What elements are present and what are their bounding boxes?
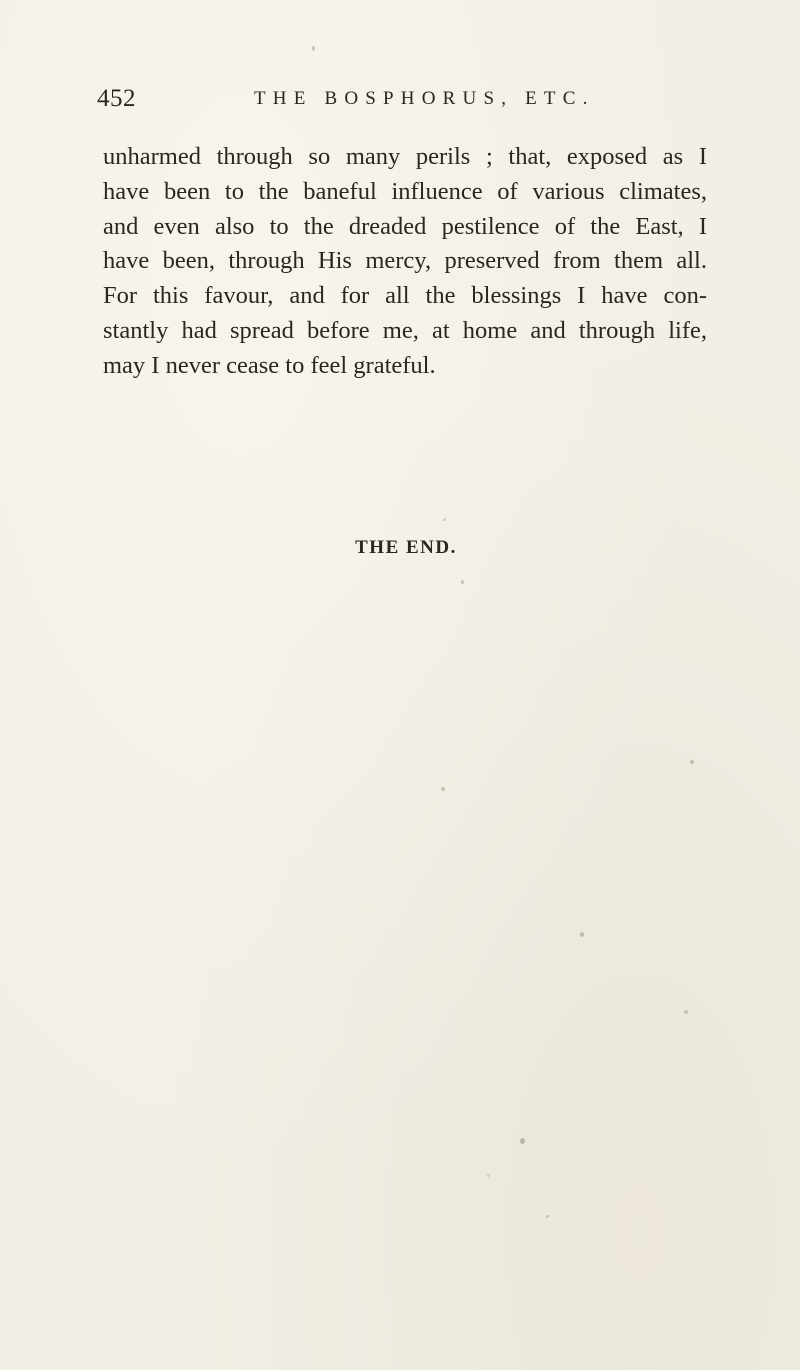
text-line: For this favour, and for all the blessings I have con-: [103, 282, 707, 310]
paper-speck: [461, 580, 464, 584]
text-line: unharmed through so many perils ; that, exposed as I: [103, 143, 707, 170]
text-line: may I never cease to feel grateful.: [103, 351, 436, 379]
paper-speck: [443, 518, 446, 521]
running-title: THE BOSPHORUS, ETC.: [254, 88, 595, 109]
text-line: have been, through His mercy, preserved from them all.: [103, 247, 707, 275]
paper-speck: [546, 1215, 549, 1218]
running-head: [97, 85, 707, 117]
paper-speck: [487, 1174, 490, 1177]
text-line: stantly had spread before me, at home and through life,: [103, 316, 707, 344]
end-mark: THE END.: [355, 537, 457, 558]
paper-speck: [580, 932, 584, 937]
paper-speck: [520, 1138, 525, 1144]
paper-speck: [312, 46, 315, 51]
text-line: have been to the baneful influence of various climates,: [103, 177, 707, 205]
text-line: and even also to the dreaded pestilence of the East, I: [103, 212, 707, 240]
paper-speck: [690, 760, 694, 764]
page-number: 452: [97, 85, 136, 112]
paper-speck: [441, 787, 445, 791]
body-paragraph: [103, 140, 707, 384]
paper-speck: [684, 1010, 688, 1014]
